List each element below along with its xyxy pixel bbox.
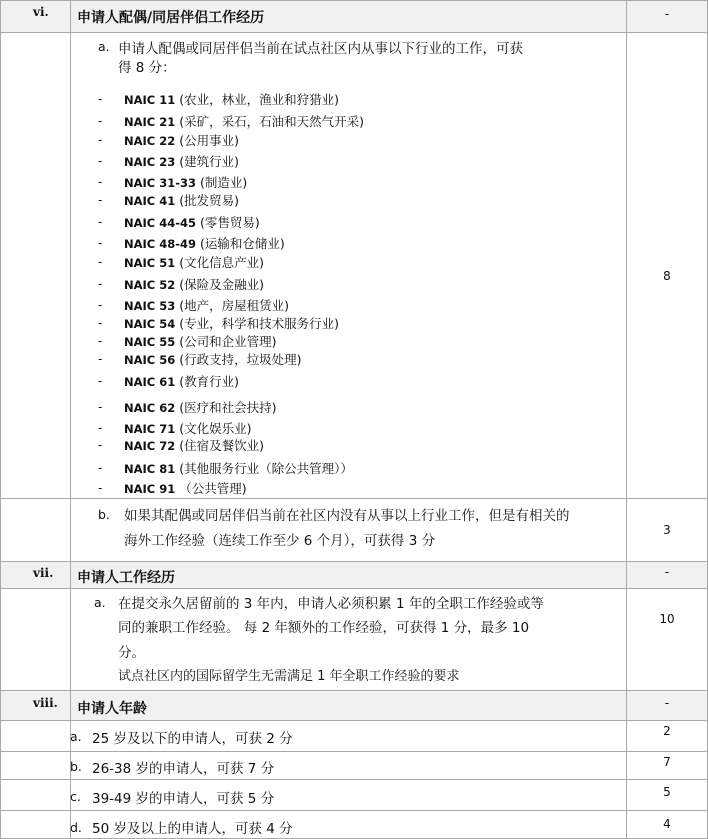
age-text: 50 岁及以上的申请人，可获 4 分 — [92, 821, 293, 837]
industry-desc: (住宿及餐饮业) — [179, 438, 265, 453]
item-score: 7 — [663, 755, 671, 769]
section-score: - — [664, 696, 670, 710]
section-title: 申请人年龄 — [77, 701, 147, 717]
industry-code: NAIC 91 — [124, 482, 176, 496]
item-score-cell — [626, 33, 708, 498]
section-title-cell — [70, 691, 626, 720]
industry-code: NAIC 62 — [124, 401, 176, 415]
item-score-cell — [626, 721, 708, 751]
industry-desc: (农业，林业，渔业和狩猎业) — [179, 92, 340, 107]
item-label: b. — [98, 507, 110, 522]
industry-desc: (文化信息产业) — [179, 255, 265, 270]
industry-code: NAIC 53 — [124, 299, 176, 313]
item-score: 2 — [663, 724, 671, 738]
item-text-line: 在提交永久居留前的 3 年内，申请人必须积累 1 年的全职工作经验或等 — [118, 596, 544, 612]
section-vii-header-row — [0, 561, 708, 588]
industry-code: NAIC 56 — [124, 353, 176, 367]
section-score: - — [664, 7, 670, 21]
section-vi-header-row — [0, 0, 708, 32]
industry-desc: (采矿，采石，石油和天然气开采) — [179, 114, 365, 129]
industry-desc: (保险及金融业) — [179, 277, 265, 292]
industry-code: NAIC 44-45 — [124, 216, 197, 230]
industry-code: NAIC 52 — [124, 278, 176, 292]
section-numeral: viii. — [33, 696, 58, 710]
item-note: 试点社区内的国际留学生无需满足 1 年全职工作经验的要求 — [118, 669, 460, 684]
industry-desc: (运输和仓储业) — [200, 236, 285, 251]
section-numeral: vii. — [33, 566, 54, 580]
item-text-line: 同的兼职工作经验。 每 2 年额外的工作经验，可获得 1 分，最多 10 — [118, 620, 530, 636]
industry-desc: (建筑行业) — [179, 154, 240, 169]
item-text-line: 申请人配偶或同居伴侣当前在试点社区内从事以下行业的工作，可获 — [118, 41, 523, 57]
age-row-b — [0, 751, 708, 779]
industry-desc: (行政支持，垃圾处理) — [179, 352, 302, 367]
section-number-cell — [0, 562, 70, 588]
section-title: 申请人工作经历 — [77, 570, 175, 586]
item-label: a. — [94, 595, 106, 610]
item-label: d. — [70, 820, 82, 835]
section-title: 申请人配偶/同居伴侣工作经历 — [77, 10, 265, 26]
industry-code: NAIC 22 — [124, 134, 176, 148]
section-vi-item-b-row — [0, 498, 708, 561]
section-score-cell — [626, 1, 708, 32]
industry-desc: （公共管理) — [179, 481, 247, 496]
industry-code: NAIC 21 — [124, 115, 176, 129]
industry-code: NAIC 23 — [124, 155, 176, 169]
item-label: a. — [70, 729, 82, 744]
section-title-cell — [70, 562, 626, 588]
item-text-line: 得 8 分： — [118, 60, 176, 76]
industry-desc: (公用事业) — [179, 133, 240, 148]
industry-desc: (公司和企业管理) — [179, 334, 277, 349]
age-row-d — [0, 810, 708, 839]
industry-code: NAIC 11 — [124, 93, 176, 107]
item-label: b. — [70, 759, 82, 774]
item-label: a. — [98, 39, 110, 54]
age-text: 25 岁及以下的申请人，可获 2 分 — [92, 731, 293, 747]
age-text: 26-38 岁的申请人，可获 7 分 — [92, 761, 275, 777]
age-row-a — [0, 720, 708, 751]
item-score-cell — [626, 499, 708, 561]
industry-code: NAIC 72 — [124, 439, 176, 453]
item-score-cell — [626, 752, 708, 779]
item-label: c. — [70, 789, 81, 804]
industry-code: NAIC 41 — [124, 194, 176, 208]
industry-code: NAIC 51 — [124, 256, 176, 270]
industry-code: NAIC 71 — [124, 422, 176, 436]
industry-desc: (其他服务行业（除公共管理）） — [179, 461, 353, 476]
industry-code: NAIC 81 — [124, 462, 176, 476]
section-vi-item-a-row — [0, 32, 708, 498]
section-vii-item-a-row — [0, 588, 708, 690]
item-text-line: 海外工作经验（连续工作至少 6 个月），可获得 3 分 — [124, 533, 436, 549]
industry-desc: (文化娱乐业) — [179, 421, 252, 436]
industry-code: NAIC 54 — [124, 317, 176, 331]
item-text-line: 如果其配偶或同居伴侣当前在社区内没有从事以上行业工作，但是有相关的 — [124, 508, 570, 524]
section-score: - — [664, 565, 670, 579]
section-score-cell — [626, 691, 708, 720]
item-score-cell — [626, 780, 708, 810]
industry-code: NAIC 48-49 — [124, 237, 197, 251]
industry-code: NAIC 31-33 — [124, 176, 197, 190]
industry-desc: (地产，房屋租赁业) — [179, 298, 290, 313]
section-number-cell — [0, 691, 70, 720]
item-score: 3 — [663, 523, 671, 537]
item-text-line: 分。 — [118, 645, 145, 661]
section-number-cell — [0, 1, 70, 32]
section-title-cell — [70, 1, 626, 32]
item-score: 10 — [659, 612, 675, 626]
industry-desc: (零售贸易) — [200, 215, 260, 230]
section-numeral: vi. — [33, 5, 49, 19]
age-row-c — [0, 779, 708, 810]
item-score: 5 — [663, 785, 671, 799]
industry-code: NAIC 55 — [124, 335, 176, 349]
item-score-cell — [626, 811, 708, 838]
industry-desc: (批发贸易) — [179, 193, 240, 208]
age-text: 39-49 岁的申请人，可获 5 分 — [92, 791, 275, 807]
section-viii-header-row — [0, 690, 708, 720]
industry-desc: (制造业) — [200, 175, 248, 190]
industry-desc: (专业，科学和技术服务行业) — [179, 316, 340, 331]
section-score-cell — [626, 562, 708, 588]
item-score: 8 — [663, 269, 671, 283]
item-score-cell — [626, 589, 708, 690]
item-score: 4 — [663, 817, 671, 831]
industry-desc: (医疗和社会扶持) — [179, 400, 277, 415]
industry-desc: (教育行业) — [179, 374, 240, 389]
industry-code: NAIC 61 — [124, 375, 176, 389]
